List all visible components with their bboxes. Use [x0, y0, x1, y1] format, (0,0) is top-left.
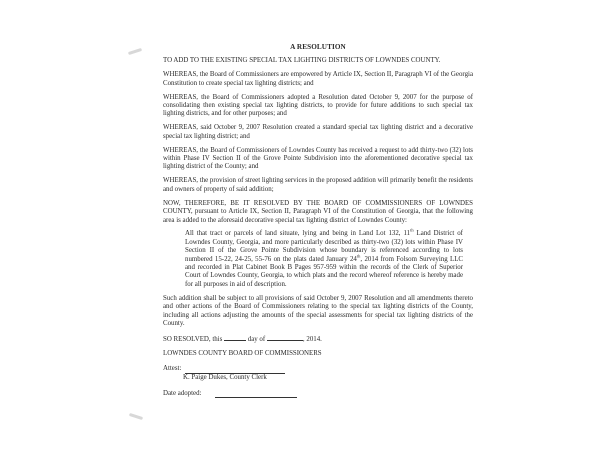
- document-subtitle: TO ADD TO THE EXISTING SPECIAL TAX LIGHTING DISTRICTS OF LOWNDES COUNTY.: [163, 57, 441, 65]
- attest-row: [163, 365, 473, 373]
- whereas-paragraph-1: WHEREAS, the Board of Commissioners are empowered by Article IX, Section II, Paragraph VI of the Georgia Constitution to create special tax lighting districts; and: [163, 71, 473, 87]
- so-resolved-middle: day of: [247, 335, 266, 343]
- scan-mark: [128, 48, 142, 55]
- date-adopted-label: Date adopted:: [163, 390, 202, 397]
- whereas-paragraph-4: WHEREAS, the Board of Commissioners of Lowndes County has received a request to add thirty-two (32) lots within Phase IV Section II of the Grove Pointe Subdivision into the aforementioned decorative special tax lighting district of the County; and: [163, 146, 473, 171]
- date-adopted-row: [163, 390, 473, 398]
- date-adopted-line: [215, 390, 297, 398]
- resolved-paragraph: NOW, THEREFORE, BE IT RESOLVED BY THE BOARD OF COMMISSIONERS OF LOWNDES COUNTY, pursuant to Article IX, Section II, Paragraph VI of the Constitution of Georgia, that the following area is added to the aforesaid decorative special tax lighting district of Lowndes County:: [163, 199, 473, 224]
- whereas-paragraph-5: WHEREAS, the provision of street lighting services in the proposed addition will primarily benefit the residents and owners of property of said addition;: [163, 177, 473, 193]
- day-blank: [224, 334, 246, 341]
- so-resolved-suffix: , 2014.: [302, 335, 322, 343]
- attest-signature-line: [185, 366, 285, 374]
- closing-paragraph: Such addition shall be subject to all provisions of said October 9, 2007 Resolution and all amendments thereto and other actions of the Board of Commissioners relating to the special tax lighting districts of the County, including all actions adjusting the amounts of the special assessments for special tax lighting districts of the County.: [163, 294, 473, 327]
- clerk-name: K. Paige Dukes, County Clerk: [183, 373, 267, 381]
- document-title: A RESOLUTION: [290, 43, 346, 51]
- legal-description-text: Land District of Lowndes County, Georgia, and more particularly described as thirty-two (32) lots within Phase IV Section II of the Grove Pointe Subdivision whose boundary is referenced according to lots numbered 15-22, 24-25, 55-76 on the plats dated January 24: [185, 230, 463, 263]
- legal-description-text: All that tract or parcels of land situate, lying and being in Land Lot 132, 11: [185, 230, 411, 238]
- board-name: LOWNDES COUNTY BOARD OF COMMISSIONERS: [163, 349, 322, 357]
- legal-description-text: , 2014 from Folsom Surveying LLC and recorded in Plat Cabinet Book B Pages 957-959 within the records of the Clerk of Superior Court of Lowndes County, Georgia, to which plats and the record whereof reference is hereby made for all purposes in aid of description.: [185, 255, 463, 288]
- month-blank: [267, 334, 303, 341]
- legal-description: [185, 230, 463, 289]
- resolution-document: [163, 43, 473, 398]
- whereas-paragraph-3: WHEREAS, said October 9, 2007 Resolution created a standard special tax lighting district and a decorative special tax lighting district; and: [163, 124, 473, 140]
- whereas-paragraph-2: WHEREAS, the Board of Commissioners adopted a Resolution dated October 9, 2007 for the purpose of consolidating then existing special tax lighting districts, to provide for future additions to such special tax lighting districts, and for other purposes; and: [163, 93, 473, 118]
- so-resolved-line: [163, 334, 473, 344]
- so-resolved-prefix: SO RESOLVED, this: [163, 335, 223, 343]
- attest-label: Attest:: [163, 365, 182, 373]
- ordinal-suffix: th: [356, 253, 361, 259]
- scan-mark: [129, 413, 143, 420]
- ordinal-suffix: th: [410, 228, 414, 234]
